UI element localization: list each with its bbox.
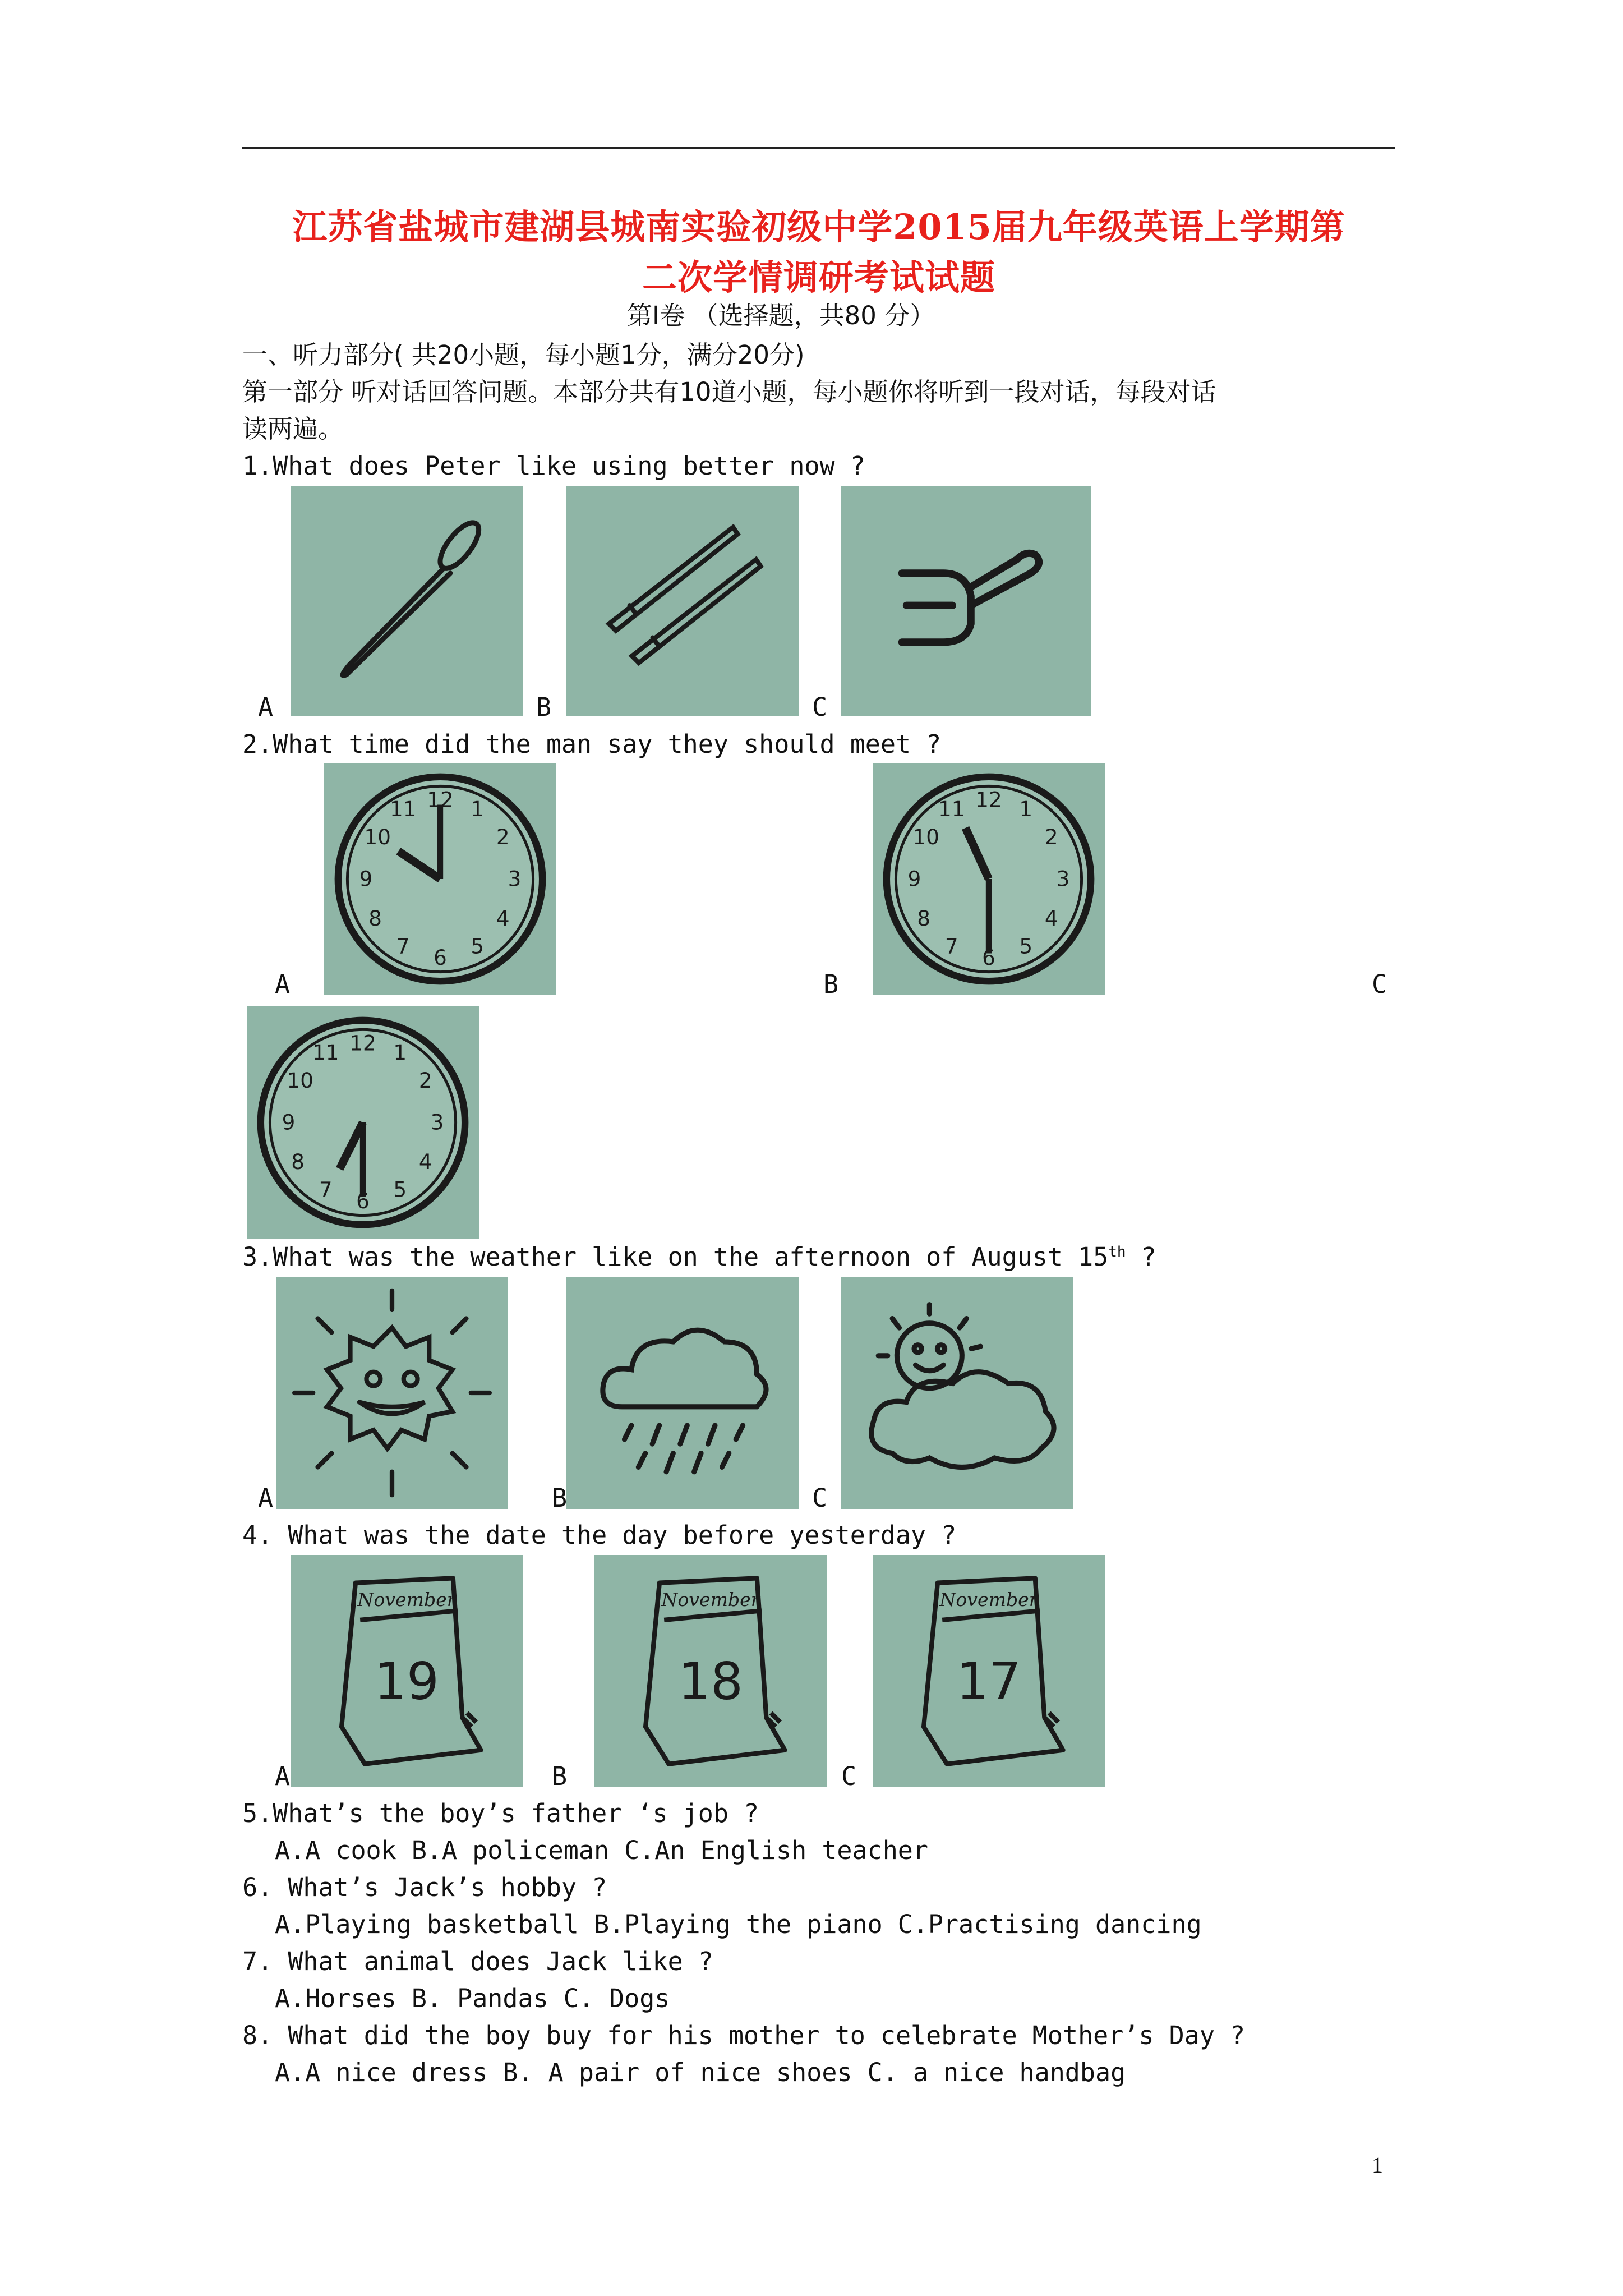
option-3a-label: A xyxy=(258,1483,274,1513)
svg-text:11: 11 xyxy=(390,797,417,822)
svg-text:7: 7 xyxy=(944,933,958,959)
option-4c-label: C xyxy=(841,1761,857,1791)
clock-icon-6-30 xyxy=(247,1006,479,1239)
spoon-icon xyxy=(291,486,523,716)
question-5-options: A.A cook B.A policeman C.An English teacher xyxy=(275,1835,928,1865)
option-2a-label: A xyxy=(275,969,291,999)
question-4: 4. What was the date the day before yesterday ? xyxy=(242,1520,957,1550)
fork-icon xyxy=(841,486,1091,716)
option-4c-picture xyxy=(873,1555,1105,1787)
svg-text:6: 6 xyxy=(356,1189,370,1214)
svg-text:8: 8 xyxy=(917,905,930,931)
option-3b-picture xyxy=(566,1277,799,1509)
question-1: 1.What does Peter like using better now ? xyxy=(242,451,865,481)
question-7-options: A.Horses B. Pandas C. Dogs xyxy=(275,1984,670,2013)
question-2: 2.What time did the man say they should meet ? xyxy=(242,729,942,759)
option-2c-label: C xyxy=(1372,969,1387,999)
svg-text:12: 12 xyxy=(349,1030,376,1056)
calendar-icon xyxy=(873,1555,1105,1787)
svg-text:1: 1 xyxy=(1019,797,1033,822)
section-instructions: 第一部分 听对话回答问题。本部分共有10道小题，每小题你将听到一段对话，每段对话 xyxy=(242,377,1216,407)
svg-text:5: 5 xyxy=(393,1177,407,1202)
calendar-month-label: November xyxy=(939,1589,1038,1611)
svg-text:3: 3 xyxy=(1056,866,1070,891)
page-number: 1 xyxy=(1372,2152,1383,2178)
option-2c-picture xyxy=(247,1006,479,1239)
option-2b-label: B xyxy=(823,969,839,999)
option-1b-picture xyxy=(566,486,799,716)
question-8-options: A.A nice dress B. A pair of nice shoes C. a nice handbag xyxy=(275,2058,1126,2087)
svg-text:11: 11 xyxy=(938,797,965,822)
clock-icon-10-00 xyxy=(324,763,556,995)
question-6: 6. What’s Jack’s hobby ? xyxy=(242,1872,607,1902)
svg-text:10: 10 xyxy=(287,1068,313,1093)
svg-text:8: 8 xyxy=(291,1149,305,1174)
option-4b-label: B xyxy=(552,1761,568,1791)
svg-text:6: 6 xyxy=(982,945,995,970)
svg-text:7: 7 xyxy=(396,933,410,959)
svg-text:12: 12 xyxy=(975,787,1002,812)
svg-text:1: 1 xyxy=(393,1040,407,1065)
option-4a-label: A xyxy=(275,1761,291,1791)
part-title: 第I卷 （选择题，共80 分） xyxy=(627,301,935,330)
svg-text:1: 1 xyxy=(471,797,485,822)
question-3: 3.What was the weather like on the afternoon of August 15th ? xyxy=(242,1242,1156,1272)
svg-text:9: 9 xyxy=(907,866,921,891)
svg-text:10: 10 xyxy=(364,824,391,849)
option-3a-picture xyxy=(276,1277,508,1509)
svg-text:8: 8 xyxy=(368,905,382,931)
calendar-date-label: 19 xyxy=(374,1651,439,1711)
option-2b-picture xyxy=(873,763,1105,995)
sunny-icon xyxy=(276,1277,508,1509)
option-1c-picture xyxy=(841,486,1091,716)
section-instructions-cont: 读两遍。 xyxy=(242,414,344,444)
svg-text:2: 2 xyxy=(496,824,510,849)
header-rule xyxy=(242,147,1395,149)
option-1a-picture xyxy=(291,486,523,716)
calendar-date-label: 18 xyxy=(678,1651,743,1711)
cloudy-icon xyxy=(841,1277,1073,1509)
option-3c-picture xyxy=(841,1277,1073,1509)
option-3c-label: C xyxy=(812,1483,828,1513)
option-1a-label: A xyxy=(258,692,274,722)
calendar-month-label: November xyxy=(357,1589,456,1611)
svg-text:10: 10 xyxy=(912,824,939,849)
chopsticks-icon xyxy=(566,486,799,716)
svg-text:4: 4 xyxy=(496,905,510,931)
question-5: 5.What’s the boy’s father ‘s job ? xyxy=(242,1798,759,1828)
question-8: 8. What did the boy buy for his mother to celebrate Mother’s Day ? xyxy=(242,2021,1246,2050)
rainy-icon xyxy=(566,1277,799,1509)
option-3b-label: B xyxy=(552,1483,568,1513)
svg-text:9: 9 xyxy=(359,866,373,891)
exam-title-line1: 江苏省盐城市建湖县城南实验初级中学2015届九年级英语上学期第 xyxy=(292,206,1345,247)
option-1b-label: B xyxy=(536,692,552,722)
svg-text:7: 7 xyxy=(319,1177,333,1202)
clock-icon-11-30 xyxy=(873,763,1105,995)
option-1c-label: C xyxy=(812,692,828,722)
calendar-icon xyxy=(594,1555,827,1787)
svg-text:12: 12 xyxy=(427,787,454,812)
option-4b-picture xyxy=(594,1555,827,1787)
calendar-icon xyxy=(291,1555,523,1787)
svg-text:2: 2 xyxy=(1044,824,1058,849)
svg-text:11: 11 xyxy=(312,1040,339,1065)
question-7: 7. What animal does Jack like ? xyxy=(242,1947,713,1976)
svg-text:5: 5 xyxy=(471,933,485,959)
svg-text:4: 4 xyxy=(418,1149,432,1174)
calendar-month-label: November xyxy=(661,1589,760,1611)
svg-text:2: 2 xyxy=(418,1068,432,1093)
svg-text:4: 4 xyxy=(1044,905,1058,931)
option-4a-picture xyxy=(291,1555,523,1787)
svg-text:9: 9 xyxy=(282,1110,296,1135)
svg-text:6: 6 xyxy=(434,945,447,970)
calendar-date-label: 17 xyxy=(956,1651,1021,1711)
section-heading: 一、听力部分( 共20小题，每小题1分，满分20分) xyxy=(242,340,805,370)
question-6-options: A.Playing basketball B.Playing the piano C.Practising dancing xyxy=(275,1910,1202,1939)
option-2a-picture xyxy=(324,763,556,995)
svg-text:3: 3 xyxy=(508,866,522,891)
exam-title-line2: 二次学情调研考试试题 xyxy=(642,257,995,298)
svg-text:5: 5 xyxy=(1019,933,1033,959)
svg-text:3: 3 xyxy=(430,1110,444,1135)
